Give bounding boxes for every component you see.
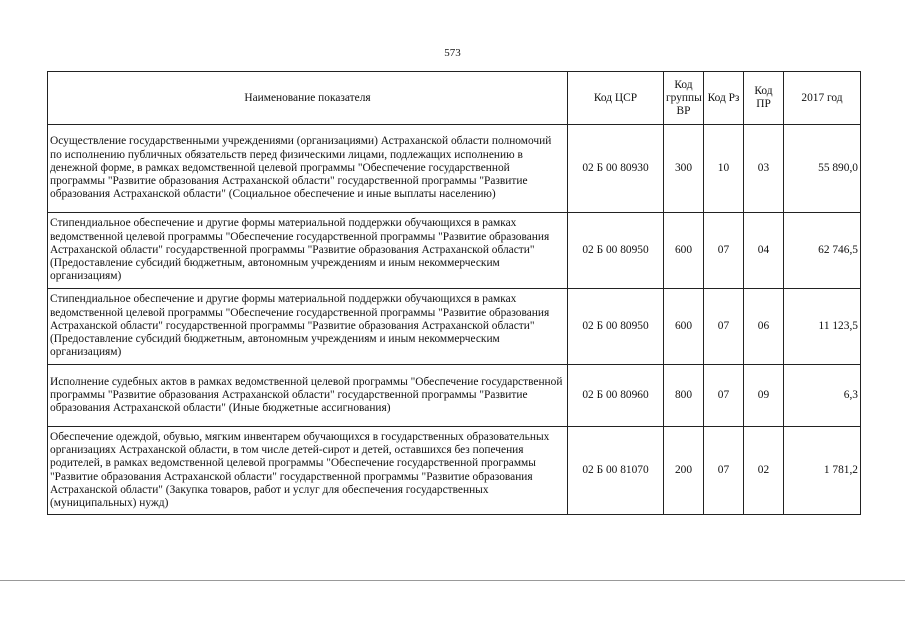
row-rz: 07 — [704, 213, 744, 289]
row-amount: 1 781,2 — [784, 427, 861, 515]
table-row — [48, 125, 861, 213]
row-vr: 300 — [664, 125, 704, 213]
table-row — [48, 365, 861, 427]
page-bottom-divider — [0, 580, 905, 581]
row-rz: 10 — [704, 125, 744, 213]
table-row — [48, 289, 861, 365]
row-rz: 07 — [704, 289, 744, 365]
budget-table — [47, 71, 861, 515]
row-amount: 55 890,0 — [784, 125, 861, 213]
table-row — [48, 427, 861, 515]
page-number: 573 — [444, 47, 461, 59]
header-name: Наименование показателя — [48, 72, 568, 125]
row-vr: 600 — [664, 213, 704, 289]
row-vr: 600 — [664, 289, 704, 365]
row-name: Стипендиальное обеспечение и другие формы материальной поддержки обучающихся в рамках ведомственной целевой программы "Обеспечение государственной программы "Развитие образования Астраханской области" государственной программы "Развитие образования Астраханской области" (Предоставление субсидий бюджетным, автономным учреждениям и иным некоммерческим организациям) — [48, 289, 568, 365]
row-pr: 02 — [744, 427, 784, 515]
row-csr: 02 Б 00 80960 — [568, 365, 664, 427]
row-pr: 03 — [744, 125, 784, 213]
row-name: Обеспечение одеждой, обувью, мягким инвентарем обучающихся в государственных образовательных организациях Астраханской области, в том числе детей-сирот и детей, оставшихся без попечения родителей, в рамках ведомственной целевой программы "Обеспечение государственной программы "Развитие образования Астраханской области" государственной программы "Развитие образования Астраханской области" (Закупка товаров, работ и услуг для обеспечения государственных (муниципальных) нужд) — [48, 427, 568, 515]
row-pr: 06 — [744, 289, 784, 365]
row-rz: 07 — [704, 427, 744, 515]
row-pr: 09 — [744, 365, 784, 427]
row-amount: 11 123,5 — [784, 289, 861, 365]
row-name: Осуществление государственными учреждениями (организациями) Астраханской области полномочий по исполнению публичных обязательств перед физическими лицами, подлежащих исполнению в денежной форме, в рамках ведомственной целевой программы "Обеспечение государственной программы "Развитие образования Астраханской области" государственной программы "Развитие образования Астраханской области" (Социальное обеспечение и иные выплаты населению) — [48, 125, 568, 213]
row-name: Исполнение судебных актов в рамках ведомственной целевой программы "Обеспечение государственной программы "Развитие образования Астраханской области" государственной программы "Развитие образования Астраханской области" (Иные бюджетные ассигнования) — [48, 365, 568, 427]
header-pr: Код ПР — [744, 72, 784, 125]
header-row — [48, 72, 861, 125]
header-csr: Код ЦСР — [568, 72, 664, 125]
header-vr: Код группы ВР — [664, 72, 704, 125]
header-rz: Код Рз — [704, 72, 744, 125]
row-vr: 800 — [664, 365, 704, 427]
row-amount: 6,3 — [784, 365, 861, 427]
row-pr: 04 — [744, 213, 784, 289]
row-name: Стипендиальное обеспечение и другие формы материальной поддержки обучающихся в рамках ведомственной целевой программы "Обеспечение государственной программы "Развитие образования Астраханской области" государственной программы "Развитие образования Астраханской области" (Предоставление субсидий бюджетным, автономным учреждениям и иным некоммерческим организациям) — [48, 213, 568, 289]
table-row — [48, 213, 861, 289]
row-csr: 02 Б 00 80930 — [568, 125, 664, 213]
row-rz: 07 — [704, 365, 744, 427]
header-year: 2017 год — [784, 72, 861, 125]
row-csr: 02 Б 00 80950 — [568, 289, 664, 365]
row-vr: 200 — [664, 427, 704, 515]
row-csr: 02 Б 00 81070 — [568, 427, 664, 515]
row-csr: 02 Б 00 80950 — [568, 213, 664, 289]
row-amount: 62 746,5 — [784, 213, 861, 289]
